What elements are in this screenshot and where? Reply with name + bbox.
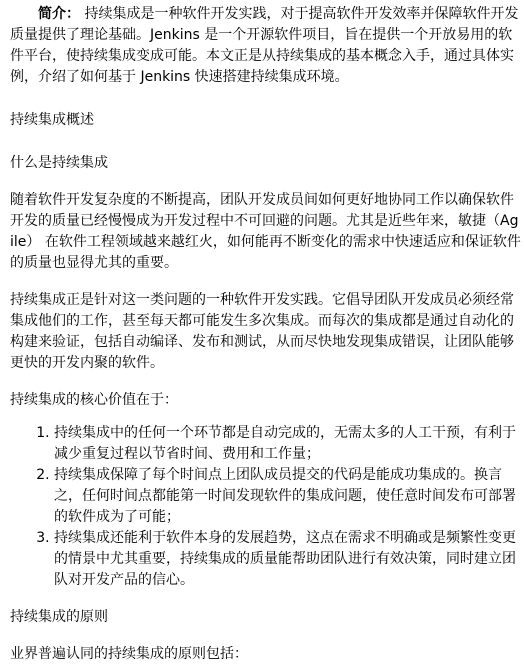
intro-paragraph	[10, 4, 522, 88]
list-item: 3. 持续集成还能利于软件本身的发展趋势，这点在需求不明确或是频繁性变更的情景中尤其重要，持续集成的质量能帮助团队进行有效决策，同时建立团队对开发产品的信心。	[54, 528, 522, 591]
list-item: 2. 持续集成保障了每个时间点上团队成员提交的代码是能成功集成的。换言之，任何时间点都能第一时间发现软件的集成问题，使任意时间发布可部署的软件成为了可能；	[54, 465, 522, 528]
intro-text: 持续集成是一种软件开发实践，对于提高软件开发效率并保障软件开发质量提供了理论基础。Jenkins 是一个开源软件项目，旨在提供一个开放易用的软件平台，使持续集成变成可能。本文正是从持续集成的基本概念入手，通过具体实例，介绍了如何基于 Jenkins 快速搭建持续集成环境。	[10, 6, 519, 85]
list-item: 1. 持续集成中的任何一个环节都是自动完成的，无需太多的人工干预，有利于减少重复过程以节省时间、费用和工作量；	[54, 423, 522, 465]
section-title-principles: 持续集成的原则	[10, 609, 108, 625]
principles-intro: 业界普遍认同的持续集成的原则包括：	[10, 646, 248, 662]
intro-label: 简介：	[38, 6, 80, 22]
core-value-intro: 持续集成的核心价值在于：	[10, 392, 178, 408]
paragraph-background: 随着软件开发复杂度的不断提高，团队开发成员间如何更好地协同工作以确保软件开发的质量已经慢慢成为开发过程中不可回避的问题。尤其是近些年来，敏捷（Agile） 在软件工程领域越来越红火，如何能再不断变化的需求中快速适应和保证软件的质量也显得尤其的重要。	[10, 192, 521, 271]
section-title-overview: 持续集成概述	[10, 112, 94, 128]
core-value-list	[10, 423, 522, 591]
paragraph-definition: 持续集成正是针对这一类问题的一种软件开发实践。它倡导团队开发成员必须经常集成他们的工作，甚至每天都可能发生多次集成。而每次的集成都是通过自动化的构建来验证，包括自动编译、发布和测试，从而尽快地发现集成错误，让团队能够更快的开发内聚的软件。	[10, 292, 514, 371]
section-title-what-is: 什么是持续集成	[10, 155, 108, 171]
